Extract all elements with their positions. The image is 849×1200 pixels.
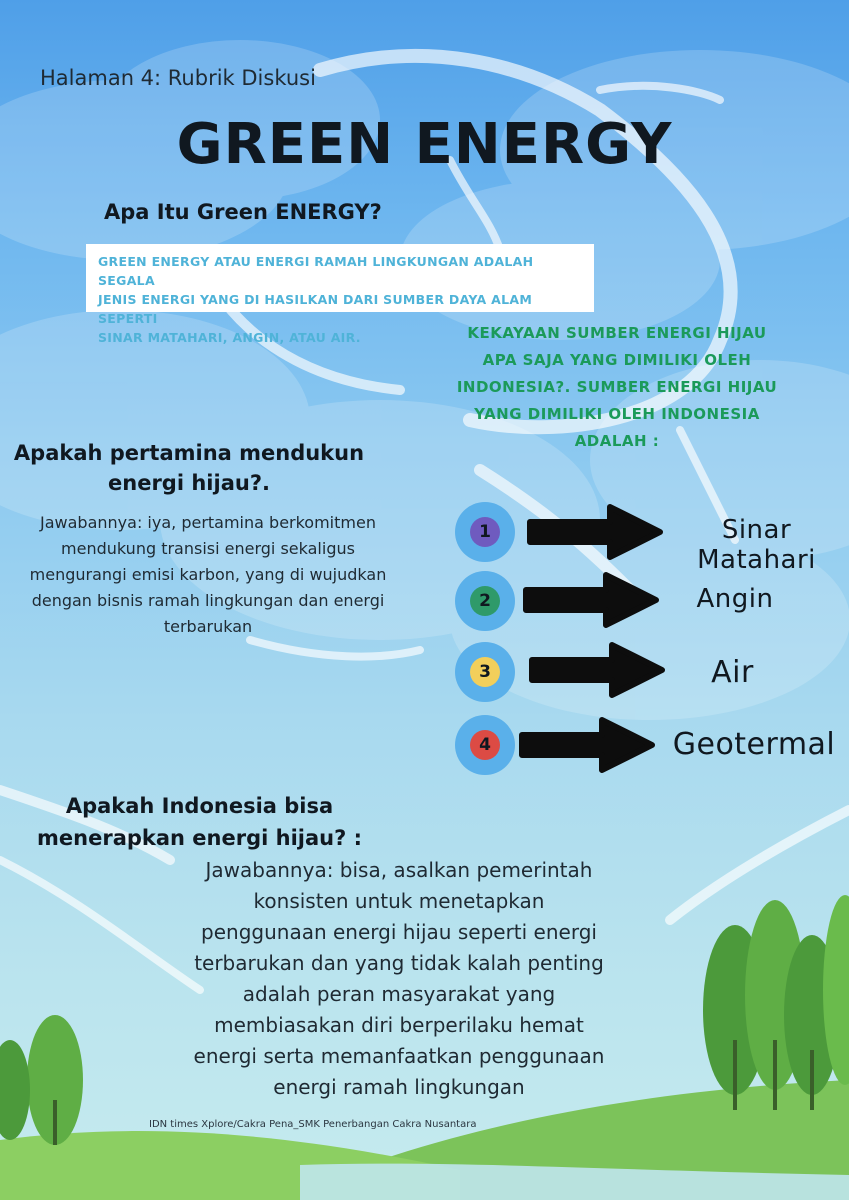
resource-badge-1 [455, 502, 515, 562]
pertamina-answer [6, 510, 410, 640]
definition-line: SINAR MATAHARI, ANGIN, ATAU AIR. [98, 330, 361, 345]
indonesia-answer-line: membiasakan diri berperilaku hemat [214, 1013, 584, 1037]
trees-left [0, 1015, 83, 1145]
resources-question-line: INDONESIA?. SUMBER ENERGI HIJAU [456, 378, 778, 396]
resources-question-line: APA SAJA YANG DIMILIKI OLEH [482, 351, 752, 369]
pertamina-answer-line: mengurangi emisi karbon, yang di wujudkan [29, 565, 387, 584]
page-title: GREEN ENERGY [176, 112, 673, 177]
indonesia-answer-line: penggunaan energi hijau seperti energi [201, 920, 597, 944]
pertamina-answer-line: dengan bisnis ramah lingkungan dan energi [31, 591, 385, 610]
indonesia-answer-line: energi serta memanfaatkan penggunaan [193, 1044, 605, 1068]
definition-box [86, 244, 594, 345]
resource-label-geotermal: Geotermal [672, 727, 836, 762]
indonesia-question [0, 790, 399, 854]
indonesia-question-line: Apakah Indonesia bisa [65, 794, 334, 818]
resource-badge-4 [455, 715, 515, 775]
pertamina-question [0, 438, 378, 498]
resources-question-line: ADALAH : [574, 432, 660, 450]
resources-question-line: KEKAYAAN SUMBER ENERGI HIJAU [467, 324, 767, 342]
definition-question: Apa Itu Green ENERGY? [104, 200, 382, 224]
source-credit: IDN times Xplore/Cakra Pena_SMK Penerbangan Cakra Nusantara [149, 1119, 477, 1130]
resources-question [452, 320, 782, 455]
pertamina-answer-line: Jawabannya: iya, pertamina berkomitmen [40, 513, 376, 532]
resource-number: 3 [470, 657, 500, 687]
trees-right [703, 895, 849, 1110]
indonesia-answer [188, 855, 610, 1103]
resource-label-angin: Angin [696, 584, 774, 614]
indonesia-answer-line: adalah peran masyarakat yang [242, 982, 556, 1006]
indonesia-answer-line: energi ramah lingkungan [273, 1075, 525, 1099]
indonesia-answer-line: konsisten untuk menetapkan [253, 889, 545, 913]
arrow-4 [522, 720, 652, 770]
resource-badge-2 [455, 571, 515, 631]
resource-label-air: Air [711, 655, 754, 690]
resource-number: 1 [470, 517, 500, 547]
definition-line: JENIS ENERGI YANG DI HASILKAN DARI SUMBER DAYA ALAM SEPERTI [98, 292, 533, 326]
indonesia-answer-line: Jawabannya: bisa, asalkan pemerintah [205, 858, 593, 882]
indonesia-answer-line: terbarukan dan yang tidak kalah penting [194, 951, 604, 975]
resource-label-sinar-matahari: Sinar Matahari [697, 515, 816, 575]
page-label: Halaman 4: Rubrik Diskusi [40, 66, 316, 90]
definition-line: GREEN ENERGY ATAU ENERGI RAMAH LINGKUNGAN ADALAH SEGALA [98, 254, 534, 288]
resource-number: 4 [470, 730, 500, 760]
pertamina-question-line: Apakah pertamina mendukun [13, 441, 365, 465]
resource-badge-3 [455, 642, 515, 702]
resources-question-line: YANG DIMILIKI OLEH INDONESIA [474, 405, 760, 423]
pertamina-answer-line: terbarukan [163, 617, 253, 636]
resource-number: 2 [470, 586, 500, 616]
pertamina-answer-line: mendukung transisi energi sekaligus [61, 539, 355, 558]
pertamina-question-line: energi hijau?. [108, 471, 270, 495]
indonesia-question-line: menerapkan energi hijau? : [37, 826, 362, 850]
